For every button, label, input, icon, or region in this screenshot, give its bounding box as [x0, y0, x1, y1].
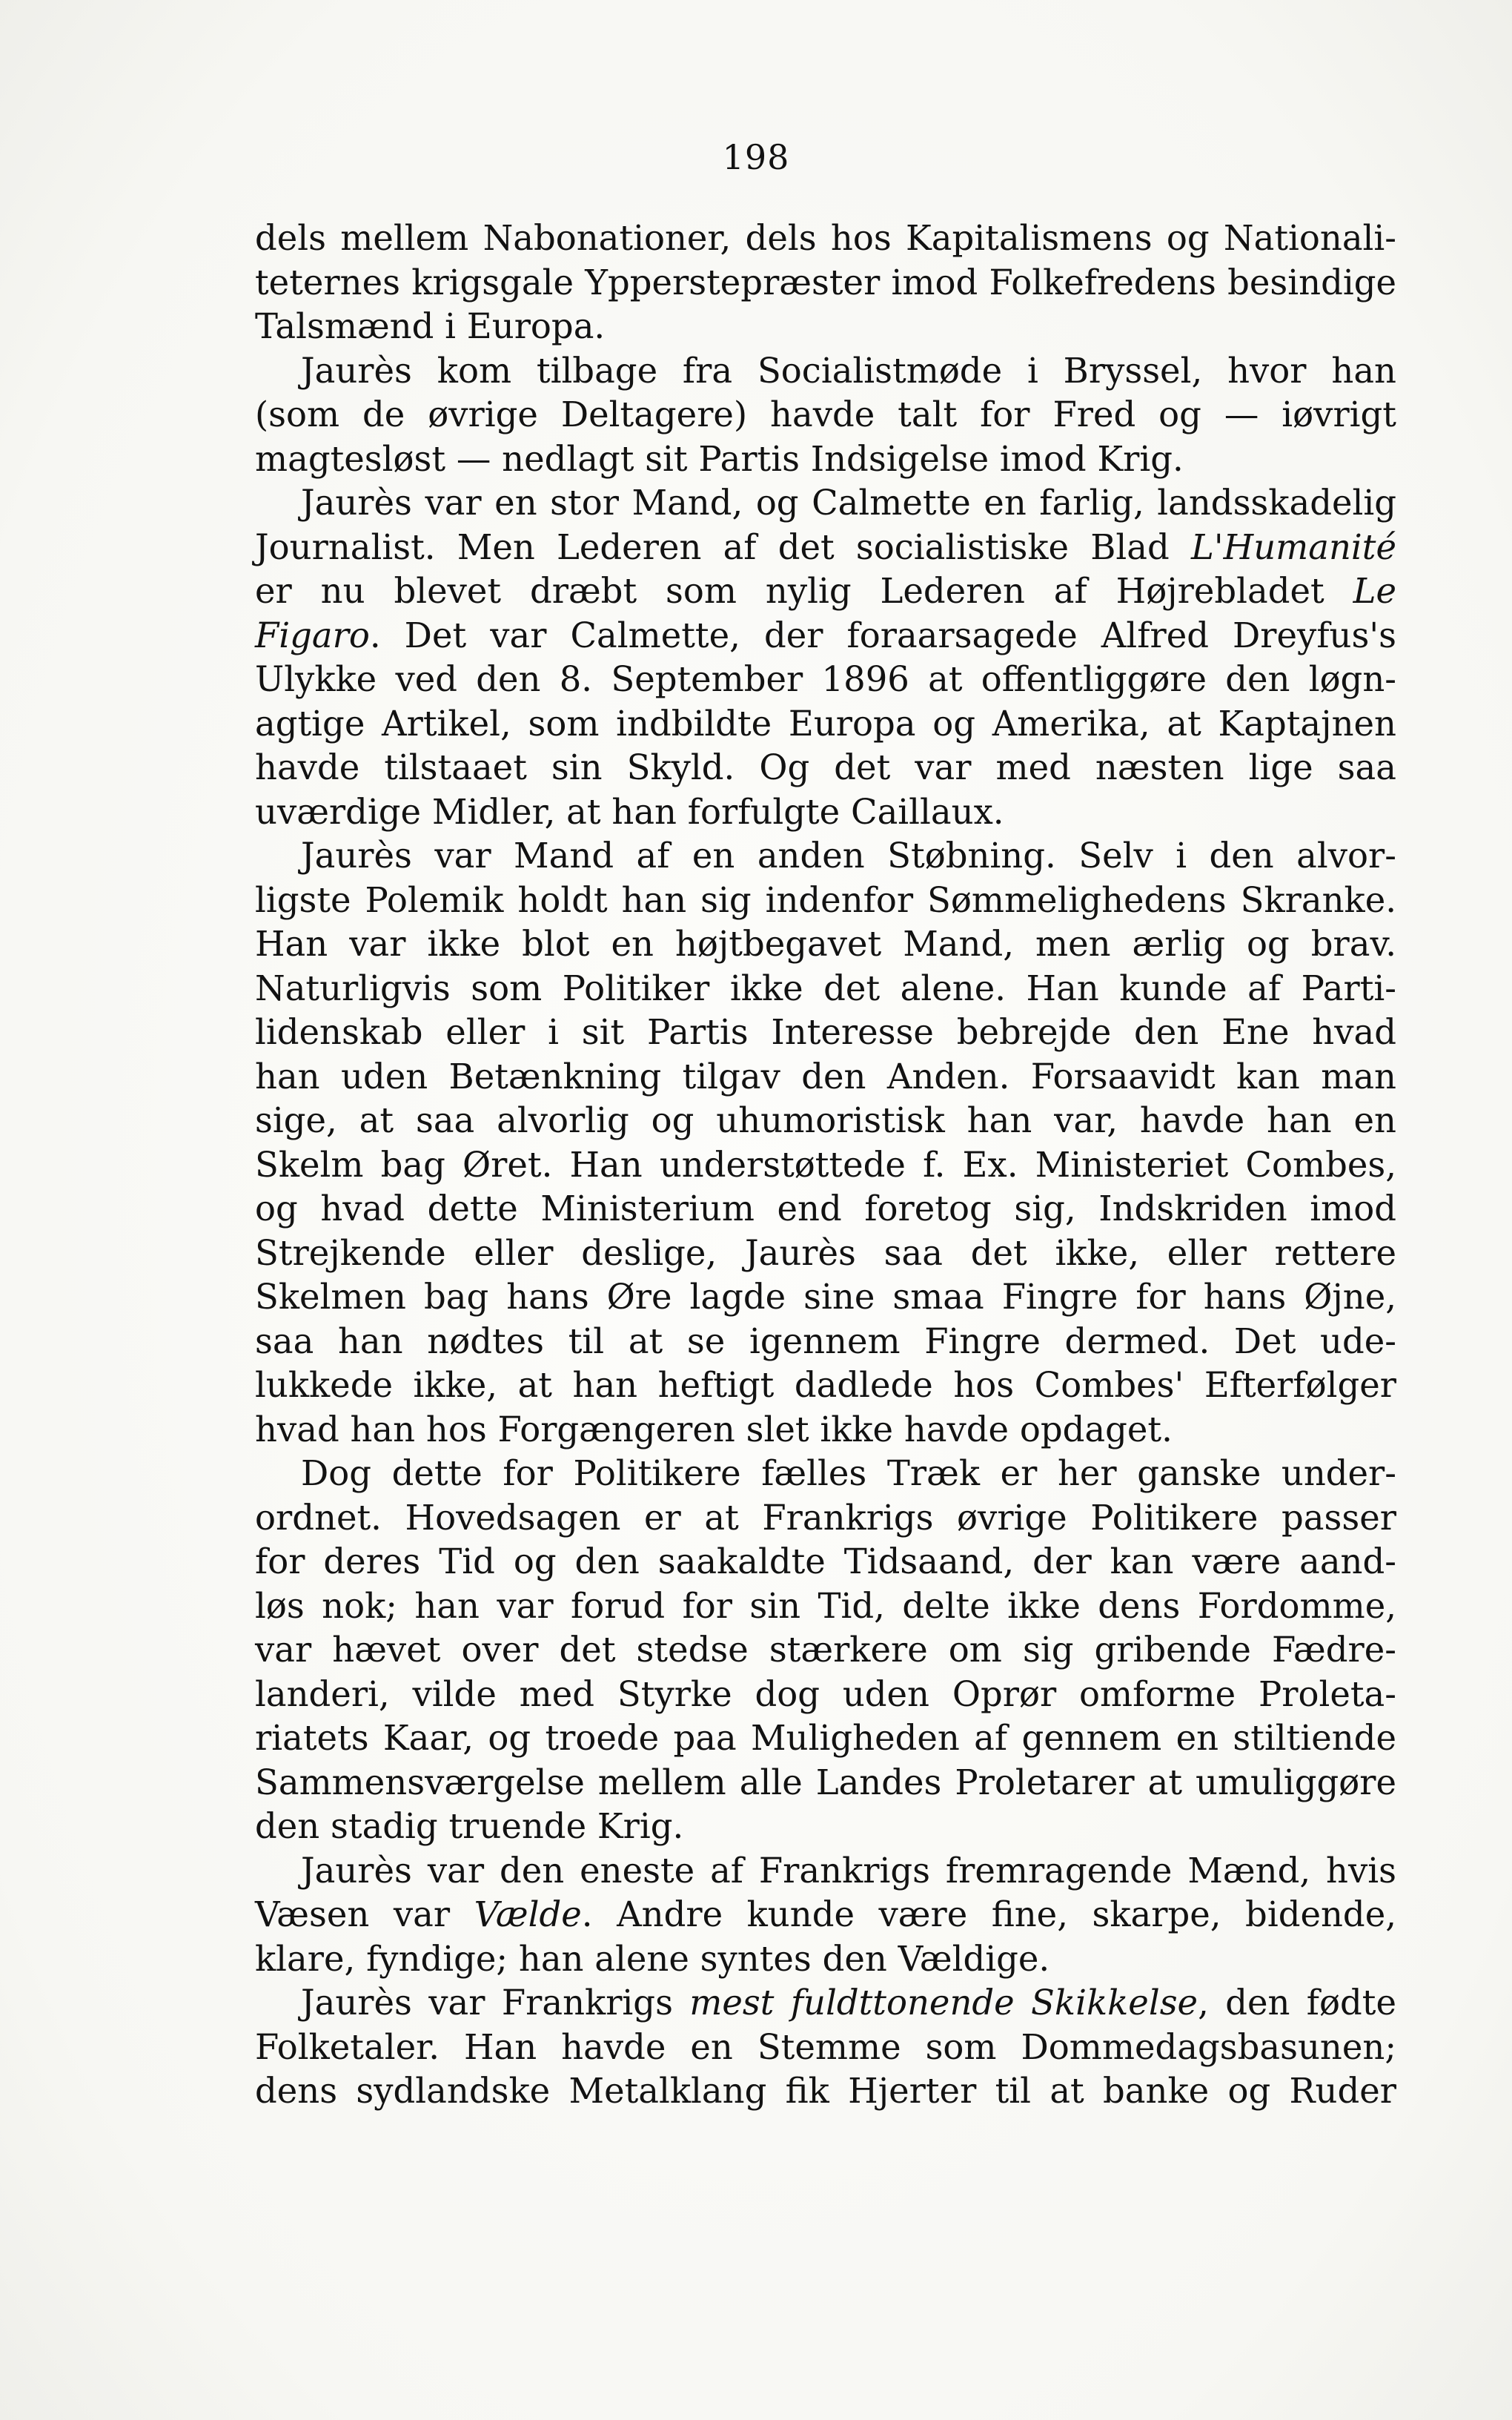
text-line: havde tilstaaet sin Skyld. Og det var med næsten lige saa — [255, 747, 1396, 787]
text-line: Jaurès var en stor Mand, og Calmette en farlig, landsskadelig — [301, 483, 1396, 523]
italic-text: mest fuldttonende Skikkelse — [689, 1983, 1198, 2023]
text-line: dels mellem Nabonationer, dels hos Kapitalismens og Nationali- — [255, 218, 1396, 258]
page-number: 198 — [722, 137, 790, 177]
text-line: han uden Betænkning tilgav den Anden. Forsaavidt kan man — [255, 1056, 1396, 1097]
text-line: agtige Artikel, som indbildte Europa og Amerika, at Kaptajnen — [255, 703, 1396, 744]
text-line: Jaurès var den eneste af Frankrigs fremragende Mænd, hvis — [301, 1850, 1396, 1891]
text-line: og hvad dette Ministerium end foretog sig, Indskriden imod — [255, 1188, 1396, 1229]
text-line: uværdige Midler, at han forfulgte Caillaux. — [255, 791, 1004, 832]
text-line: Sammensværgelse mellem alle Landes Proletarer at umuliggøre — [255, 1762, 1396, 1802]
text-line: landeri, vilde med Styrke dog uden Oprør omforme Proleta- — [255, 1673, 1396, 1714]
text-line: Jaurès kom tilbage fra Socialistmøde i Bryssel, hvor han — [301, 350, 1396, 391]
text-line: Folketaler. Han havde en Stemme som Dommedagsbasunen; — [255, 2026, 1396, 2067]
text-line: for deres Tid og den saakaldte Tidsaand, der kan være aand- — [255, 1541, 1396, 1581]
text-line: teternes krigsgale Ypperstepræster imod Folkefredens besindige — [255, 262, 1396, 302]
italic-text: Vælde — [474, 1894, 582, 1934]
text-line: Dog dette for Politikere fælles Træk er her ganske under- — [301, 1453, 1396, 1493]
text-line: dens sydlandske Metalklang fik Hjerter til at banke og Ruder — [255, 2071, 1396, 2111]
text-line: ordnet. Hovedsagen er at Frankrigs øvrige Politikere passer — [255, 1497, 1396, 1538]
text-line: Talsmænd i Europa. — [255, 306, 606, 346]
text-line: riatets Kaar, og troede paa Muligheden af gennem en stiltiende — [255, 1718, 1396, 1758]
text-line: magtesløst — nedlagt sit Partis Indsigelse imod Krig. — [255, 438, 1184, 479]
text-line: klare, fyndige; han alene syntes den Vældige. — [255, 1938, 1050, 1979]
text-line: er nu blevet dræbt som nylig Lederen af Højrebladet Le — [255, 571, 1396, 611]
text-line: Jaurès var Mand af en anden Støbning. Selv i den alvor- — [301, 836, 1396, 876]
text-line: Han var ikke blot en højtbegavet Mand, men ærlig og brav. — [255, 924, 1396, 964]
text-line: ligste Polemik holdt han sig indenfor Sømmelighedens Skranke. — [255, 879, 1396, 920]
text-line: løs nok; han var forud for sin Tid, delte ikke dens Fordomme, — [255, 1585, 1396, 1626]
body-text — [255, 216, 1396, 2114]
italic-text: Figaro — [255, 615, 370, 655]
italic-text: Le — [1353, 571, 1396, 611]
text-line: sige, at saa alvorlig og uhumoristisk han var, havde han en — [255, 1100, 1396, 1140]
text-line: Strejkende eller deslige, Jaurès saa det ikke, eller rettere — [255, 1232, 1396, 1273]
text-line: Ulykke ved den 8. September 1896 at offentliggøre den løgn- — [255, 659, 1396, 699]
text-line: Skelm bag Øret. Han understøttede f. Ex. Ministeriet Combes, — [255, 1144, 1396, 1185]
italic-text: L'Humanité — [1190, 526, 1396, 567]
text-line: Jaurès var Frankrigs mest fuldttonende Skikkelse, den fødte — [301, 1983, 1396, 2023]
text-line: saa han nødtes til at se igennem Fingre dermed. Det ude- — [255, 1320, 1396, 1361]
text-line: Journalist. Men Lederen af det socialistiske Blad L'Humanité — [255, 526, 1396, 567]
text-line: lidenskab eller i sit Partis Interesse bebrejde den Ene hvad — [255, 1012, 1396, 1052]
text-line: Væsen var Vælde. Andre kunde være fine, skarpe, bidende, — [255, 1894, 1396, 1934]
text-line: var hævet over det stedse stærkere om sig gribende Fædre- — [255, 1630, 1396, 1670]
text-line: (som de øvrige Deltagere) havde talt for Fred og — iøvrigt — [255, 394, 1396, 434]
text-line: lukkede ikke, at han heftigt dadlede hos Combes' Efterfølger — [255, 1365, 1396, 1405]
text-line: den stadig truende Krig. — [255, 1806, 684, 1846]
text-line: Figaro. Det var Calmette, der foraarsagede Alfred Dreyfus's — [255, 615, 1396, 655]
text-line: Naturligvis som Politiker ikke det alene. Han kunde af Parti- — [255, 968, 1396, 1008]
text-line: hvad han hos Forgængeren slet ikke havde opdaget. — [255, 1409, 1173, 1449]
text-line: Skelmen bag hans Øre lagde sine smaa Fingre for hans Øjne, — [255, 1277, 1396, 1317]
